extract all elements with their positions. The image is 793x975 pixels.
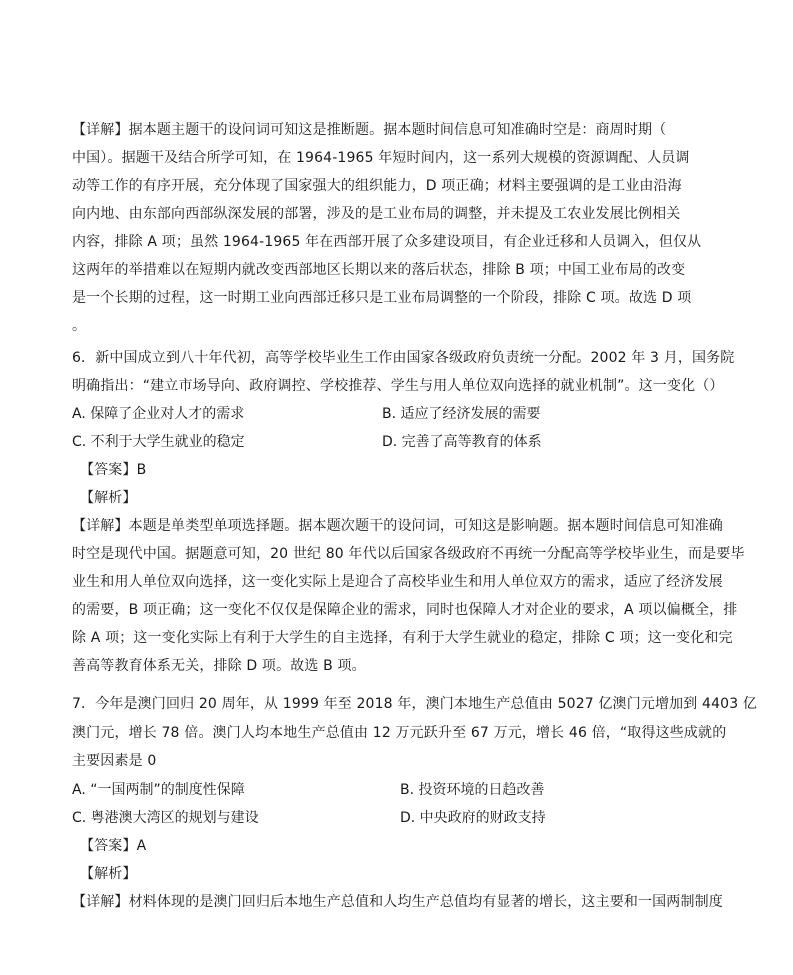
- question-stem-line: 澳门元，增长 78 倍。澳门人均本地生产总值由 12 万元跃升至 67 万元，增长 46 倍，“取得这些成就的: [72, 724, 727, 741]
- option-c: C. 粤港澳大湾区的规划与建设: [72, 809, 259, 826]
- option-b: B. 投资环境的日趋改善: [400, 781, 545, 798]
- question-stem-line: 6．新中国成立到八十年代初，高等学校毕业生工作由国家各级政府负责统一分配。2002 年 3 月，国务院: [72, 350, 735, 366]
- text-line: 。: [72, 318, 87, 334]
- text-line: 【详解】材料体现的是澳门回归后本地生产总值和人均生产总值均有显著的增长，这主要和一国两制制度: [72, 893, 723, 910]
- answer-label: 【答案】B: [80, 462, 147, 478]
- text-line: 除 A 项；这一变化实际上有利于大学生的自主选择，有利于大学生就业的稳定，排除 C 项；这一变化和完: [72, 630, 733, 646]
- text-line: 这两年的举措难以在短期内就改变西部地区长期以来的落后状态，排除 B 项；中国工业布局的改变: [72, 262, 686, 278]
- text-line: 内容，排除 A 项；虽然 1964-1965 年在西部开展了众多建设项目，有企业迁移和人员调入，但仅从: [72, 234, 702, 250]
- text-line: 善高等教育体系无关，排除 D 项。故选 B 项。: [72, 658, 366, 674]
- text-line: 【详解】据本题主题干的设问词可知这是推断题。据本题时间信息可知准确时空是：商周时期（: [72, 122, 667, 138]
- text-line: 的需要，B 项正确；这一变化不仅仅是保障企业的需求，同时也保障人才对企业的要求，A 项以偏概全，排: [72, 602, 738, 618]
- analysis-label: 【解析】: [80, 865, 137, 882]
- text-line: 【详解】本题是单类型单项选择题。据本题次题干的设问词，可知这是影响题。据本题时间信息可知准确: [72, 518, 723, 534]
- text-line: 向内地、由东部向西部纵深发展的部署，涉及的是工业布局的调整，并未提及工农业发展比例相关: [72, 206, 681, 222]
- analysis-label: 【解析】: [80, 490, 137, 506]
- text-line: 业生和用人单位双向选择，这一变化实际上是迎合了高校毕业生和用人单位双方的需求，适应了经济发展: [72, 574, 723, 590]
- question-7: [72, 690, 758, 916]
- option-b: B. 适应了经济发展的需要: [382, 406, 541, 422]
- question-stem-line: 7．今年是澳门回归 20 周年，从 1999 年至 2018 年，澳门本地生产总值由 5027 亿澳门元增加到 4403 亿: [72, 696, 758, 712]
- option-c: C. 不利于大学生就业的稳定: [72, 434, 245, 450]
- text-line: 中国）。据题干及结合所学可知，在 1964-1965 年短时间内，这一系列大规模的资源调配、人员调: [72, 150, 690, 166]
- question-stem-line: 主要因素是 0: [72, 753, 157, 769]
- q5-explanation: [72, 116, 724, 340]
- question-stem-line: 明确指出：“建立市场导向、政府调控、学校推荐、学生与用人单位双向选择的就业机制”。这一变化（）: [72, 378, 724, 394]
- text-line: 动等工作的有序开展，充分体现了国家强大的组织能力，D 项正确；材料主要强调的是工业由沿海: [72, 178, 682, 194]
- question-6: [72, 344, 745, 680]
- options-row: [72, 400, 724, 428]
- text-line: 时空是现代中国。据题意可知，20 世纪 80 年代以后国家各级政府不再统一分配高等学校毕业生，而是要毕: [72, 546, 745, 562]
- options-row: [72, 776, 724, 804]
- options-row: [72, 428, 724, 456]
- text-line: 是一个长期的过程，这一时期工业向西部迁移只是工业布局调整的一个阶段，排除 C 项。故选 D 项: [72, 290, 692, 306]
- option-a: A. “一国两制”的制度性保障: [72, 781, 245, 798]
- document-page: [72, 116, 758, 916]
- option-d: D. 完善了高等教育的体系: [382, 434, 542, 450]
- options-row: [72, 804, 724, 832]
- answer-label: 【答案】A: [80, 837, 147, 854]
- option-d: D. 中央政府的财政支持: [400, 809, 546, 826]
- option-a: A. 保障了企业对人才的需求: [72, 406, 245, 422]
